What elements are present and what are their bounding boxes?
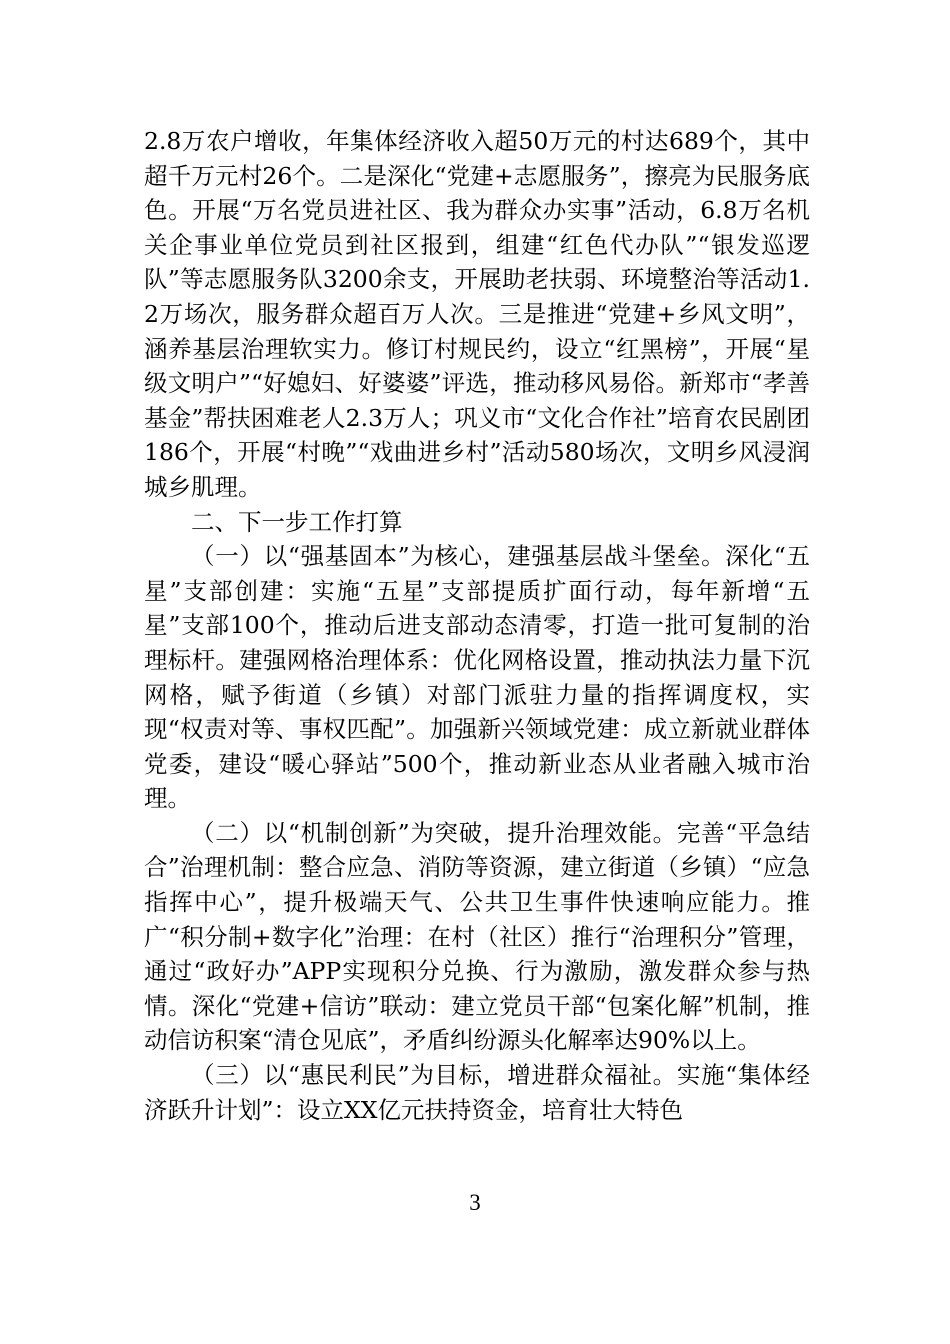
- paragraph-item-2: （二）以“机制创新”为突破，提升治理效能。完善“平急结合”治理机制：整合应急、消防等资源，建立街道（乡镇）“应急指挥中心”，提升极端天气、公共卫生事件快速响应能力。推广“积分制+数字化”治理：在村（社区）推行“治理积分”管理，通过“政好办”APP实现积分兑换、行为激励，激发群众参与热情。深化“党建+信访”联动：建立党员干部“包案化解”机制，推动信访积案“清仓见底”，矛盾纠纷源头化解率达90%以上。: [144, 818, 810, 1055]
- paragraph-continuation: 2.8万农户增收，年集体经济收入超50万元的村达689个，其中超千万元村26个。二是深化“党建+志愿服务”，擦亮为民服务底色。开展“万名党员进社区、我为群众办实事”活动，6.8万名机关企事业单位党员到社区报到，组建“红色代办队”“银发巡逻队”等志愿服务队3200余支，开展助老扶弱、环境整治等活动1.2万场次，服务群众超百万人次。三是推进“党建+乡风文明”，涵养基层治理软实力。修订村规民约，设立“红黑榜”，开展“星级文明户”“好媳妇、好婆婆”评选，推动移风易俗。新郑市“孝善基金”帮扶困难老人2.3万人；巩义市“文化合作社”培育农民剧团186个，开展“村晚”“戏曲进乡村”活动580场次，文明乡风浸润城乡肌理。: [144, 127, 810, 501]
- paragraph-item-3: （三）以“惠民利民”为目标，增进群众福祉。实施“集体经济跃升计划”：设立XX亿元扶持资金，培育壮大特色: [144, 1061, 810, 1124]
- paragraph-item-1: （一）以“强基固本”为核心，建强基层战斗堡垒。深化“五星”支部创建：实施“五星”支部提质扩面行动，每年新增“五星”支部100个，推动后进支部动态清零，打造一批可复制的治理标杆。建强网格治理体系：优化网格设置，推动执法力量下沉网格，赋予街道（乡镇）对部门派驻力量的指挥调度权，实现“权责对等、事权匹配”。加强新兴领域党建：成立新就业群体党委，建设“暖心驿站”500个，推动新业态从业者融入城市治理。: [144, 542, 810, 813]
- page-number: 3: [469, 1190, 481, 1215]
- section-heading-next-steps: 二、下一步工作打算: [191, 507, 403, 536]
- document-body: [144, 124, 810, 1127]
